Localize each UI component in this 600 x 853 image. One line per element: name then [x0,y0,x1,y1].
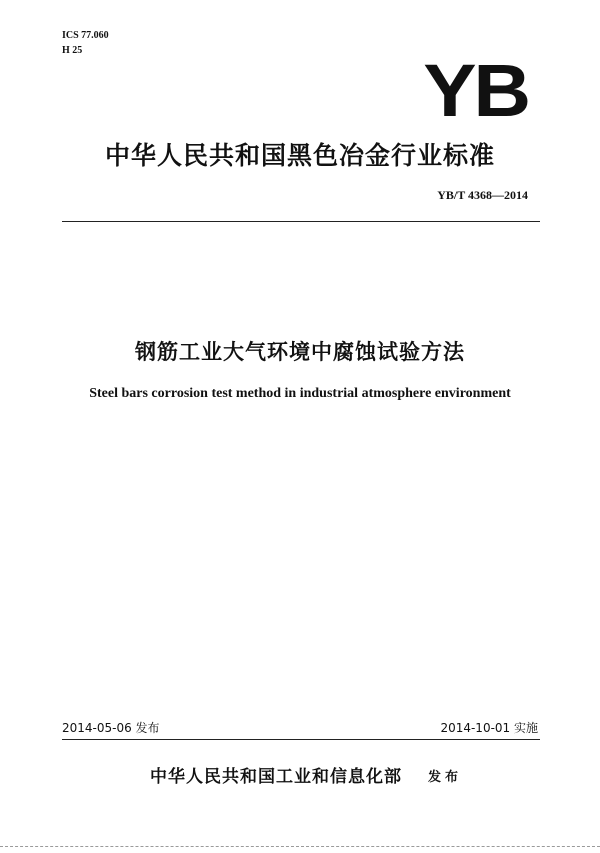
publisher-name: 中华人民共和国工业和信息化部 [150,767,402,787]
issuer-title: 中华人民共和国黑色冶金行业标准 [104,141,495,170]
ccs-code: H 25 [62,45,83,56]
publication-date: 2014-05-06 发布 [62,721,160,735]
scan-edge-line [0,846,600,848]
footer-divider [62,739,540,740]
header-divider [62,221,540,222]
document-title-english: Steel bars corrosion test method in industrial atmosphere environment [89,386,511,401]
yb-logo: YB [423,49,528,132]
implementation-date: 2014-10-01 实施 [440,721,538,735]
ics-code: ICS 77.060 [62,30,109,41]
publish-label: 发布 [428,770,463,785]
standard-number: YB/T 4368—2014 [437,188,528,202]
document-title-chinese: 钢筋工业大气环境中腐蚀试验方法 [135,340,465,364]
